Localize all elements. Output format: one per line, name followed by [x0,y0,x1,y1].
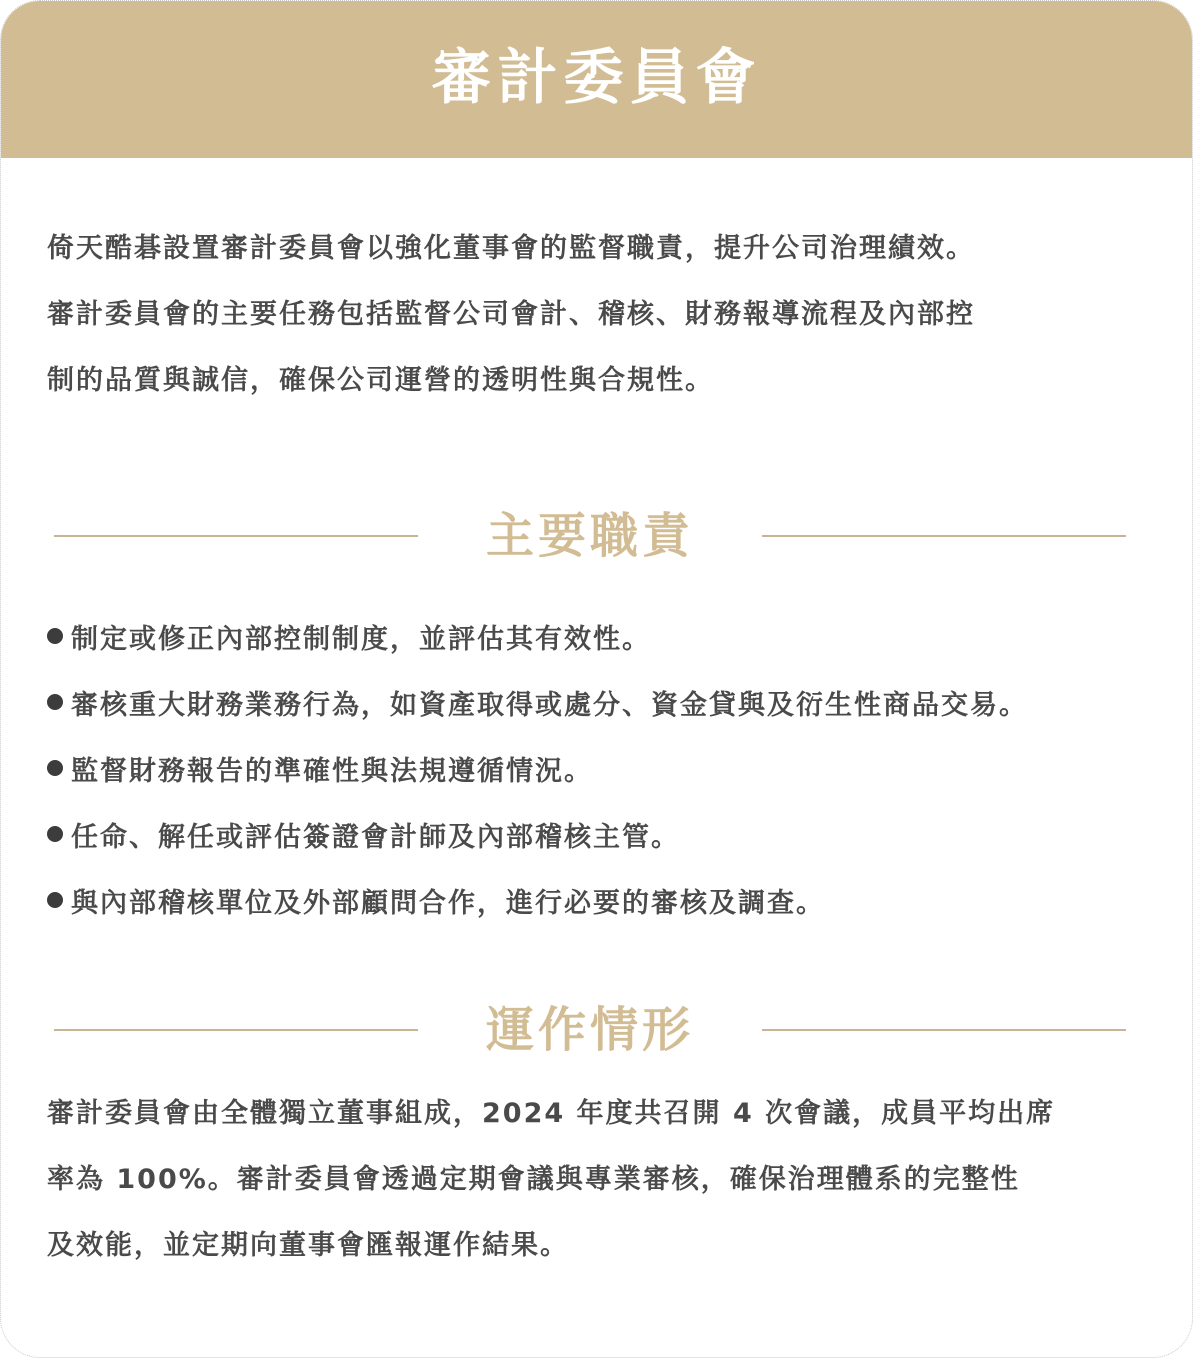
operations-line: 及效能，並定期向董事會匯報運作結果。 [47,1230,569,1261]
divider-line-right [762,1029,1126,1031]
bullet-icon [47,826,63,842]
bullet-icon [47,628,63,644]
list-item [47,801,1187,867]
bullet-icon [47,892,63,908]
list-item [47,603,1187,669]
operations-line: 率為 100%。審計委員會透過定期會議與專業審核，確保治理體系的完整性 [47,1164,1020,1195]
duty-text: 監督財務報告的準確性與法規遵循情況。 [71,755,593,787]
duty-text: 制定或修正內部控制制度，並評估其有效性。 [71,623,651,655]
duties-title: 主要職責 [485,508,694,564]
list-item [47,867,1187,933]
card-header [1,1,1192,158]
intro-paragraph [47,216,1157,414]
list-item [47,735,1187,801]
divider-line-right [762,535,1126,537]
duty-text: 審核重大財務業務行為，如資產取得或處分、資金貸與及衍生性商品交易。 [71,689,1028,721]
intro-line: 倚天酷碁設置審計委員會以強化董事會的監督職責，提升公司治理績效。 [47,233,975,264]
list-item [47,669,1187,735]
operations-section-heading [54,995,1126,1065]
operations-title: 運作情形 [485,1002,694,1058]
intro-line: 審計委員會的主要任務包括監督公司會計、稽核、財務報導流程及內部控 [47,299,975,330]
intro-line: 制的品質與誠信，確保公司運營的透明性與合規性。 [47,365,714,396]
duty-text: 與內部稽核單位及外部顧問合作，進行必要的審核及調查。 [71,887,825,919]
bullet-icon [47,694,63,710]
duties-list [47,603,1187,933]
duties-section-heading [54,501,1126,571]
page-title: 審計委員會 [431,42,762,113]
operations-paragraph [47,1081,1157,1279]
divider-line-left [54,535,418,537]
operations-line: 審計委員會由全體獨立董事組成，2024 年度共召開 4 次會議，成員平均出席 [47,1098,1056,1129]
divider-line-left [54,1029,418,1031]
duty-text: 任命、解任或評估簽證會計師及內部稽核主管。 [71,821,680,853]
bullet-icon [47,760,63,776]
